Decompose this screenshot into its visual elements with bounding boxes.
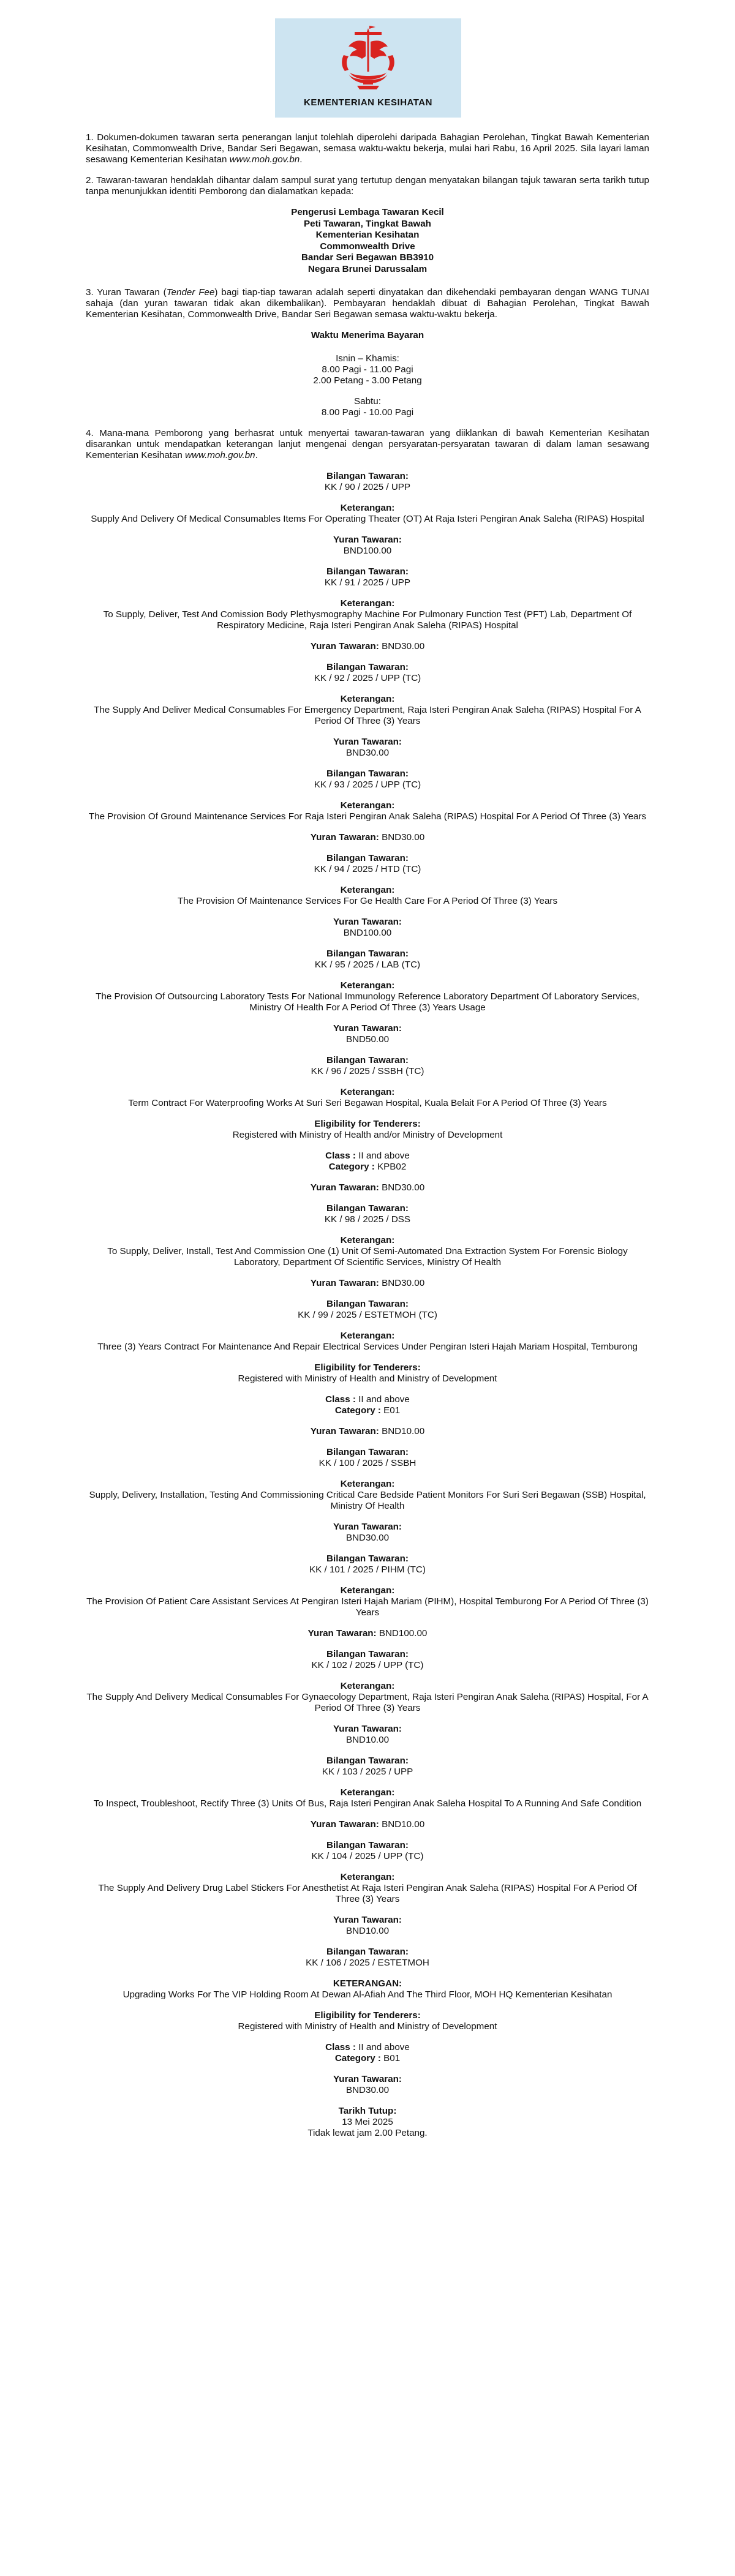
tender-description-block — [86, 1331, 649, 1353]
tender-eligibility-label: Eligibility for Tenderers: — [314, 1362, 421, 1373]
tender-number-label: Bilangan Tawaran: — [326, 1553, 409, 1564]
tender-item — [86, 1299, 649, 1437]
intro-paragraph-3: 3. Yuran Tawaran (Tender Fee) bagi tiap-tiap tawaran adalah seperti dinyatakan dan dikehendaki pembayaran dengan WANG TUNAI sahaja (dan yuran tawaran tidak akan dikembalikan). Pembayaran hendaklah dibuat di Bahagian Perolehan, Tingkat Bawah Kementerian Kesihatan, Commonwealth Drive, Bandar Seri Begawan semasa waktu-waktu bekerja. — [86, 287, 649, 320]
tender-number-block — [86, 1203, 649, 1225]
tender-fee-label: Yuran Tawaran: — [333, 1522, 402, 1532]
tender-number: KK / 99 / 2025 / ESTETMOH (TC) — [298, 1310, 437, 1320]
tender-description-label: Keterangan: — [340, 1331, 395, 1341]
tender-number: KK / 96 / 2025 / SSBH (TC) — [311, 1066, 424, 1076]
tender-description-label: Keterangan: — [340, 1087, 395, 1097]
tender-number-label: Bilangan Tawaran: — [326, 1947, 409, 1957]
tender-number: KK / 103 / 2025 / UPP — [322, 1767, 413, 1777]
tender-class: Class : II and above — [325, 1394, 410, 1405]
tender-description-block — [86, 694, 649, 727]
brunei-crest-icon — [330, 21, 406, 97]
tender-description-label: Keterangan: — [340, 1872, 395, 1882]
tender-description: Supply, Delivery, Installation, Testing And Commissioning Critical Care Bedside Patient Monitors For Suri Seri Begawan (SSB) Hospital, Ministry Of Health — [89, 1490, 646, 1511]
logo-text: KEMENTERIAN KESIHATAN — [304, 97, 432, 108]
tender-number-label: Bilangan Tawaran: — [326, 1055, 409, 1065]
tender-class-block — [86, 1151, 649, 1173]
intro-paragraph-1: 1. Dokumen-dokumen tawaran serta penerangan lanjut tolehlah diperolehi daripada Bahagian Perolehan, Tingkat Bawah Kementerian Kesihatan, Commonwealth Drive, Bandar Seri Begawan, semasa waktu-waktu bekerja, mulai hari Rabu, 16 April 2025. Sila layari laman sesawang Kementerian Kesihatan www.moh.gov.bn. — [86, 132, 649, 165]
tender-class-block — [86, 2042, 649, 2064]
saturday-hours: Sabtu: 8.00 Pagi - 10.00 Pagi — [321, 396, 414, 418]
tender-description-block — [86, 1978, 649, 2000]
tender-number-label: Bilangan Tawaran: — [326, 662, 409, 672]
tender-fee-label: Yuran Tawaran: — [333, 1724, 402, 1734]
tender-description-block — [86, 1787, 649, 1809]
tender-number-block — [86, 768, 649, 790]
tender-number: KK / 98 / 2025 / DSS — [324, 1214, 411, 1225]
tender-description: To Supply, Deliver, Test And Comission Body Plethysmography Machine For Pulmonary Function Test (PFT) Lab, Department Of Respiratory Medicine, Raja Isteri Pengiran Anak Saleha (RIPAS) Hospital — [103, 609, 632, 631]
tender-class: Class : II and above — [325, 1151, 410, 1161]
tender-description-label: KETERANGAN: — [333, 1978, 402, 1989]
tender-description: The Supply And Delivery Medical Consumables For Gynaecology Department, Raja Isteri Pengiran Anak Saleha (RIPAS) Hospital, For A Period Of Three (3) Years — [86, 1692, 649, 1713]
tender-fee: Yuran Tawaran: BND30.00 — [310, 832, 425, 843]
tender-number-label: Bilangan Tawaran: — [326, 1756, 409, 1766]
tender-number: KK / 106 / 2025 / ESTETMOH — [306, 1958, 429, 1968]
tender-number-label: Bilangan Tawaran: — [326, 471, 409, 481]
tender-fee-label: Yuran Tawaran: — [333, 737, 402, 747]
tender-item — [86, 1649, 649, 1746]
tender-eligibility-label: Eligibility for Tenderers: — [314, 2010, 421, 2021]
tender-description-label: Keterangan: — [340, 1235, 395, 1245]
tender-number-label: Bilangan Tawaran: — [326, 1447, 409, 1457]
tender-item — [86, 1447, 649, 1544]
tender-number: KK / 94 / 2025 / HTD (TC) — [314, 864, 421, 874]
tender-fee-block — [86, 832, 649, 843]
tender-description-label: Keterangan: — [340, 503, 395, 513]
tender-description-block — [86, 1235, 649, 1268]
tender-eligibility-block — [86, 2010, 649, 2032]
tender-fee: BND30.00 — [345, 2085, 390, 2095]
tender-fee-block — [86, 1023, 649, 1045]
tender-description-label: Keterangan: — [340, 1681, 395, 1691]
tender-description: The Provision Of Ground Maintenance Services For Raja Isteri Pengiran Anak Saleha (RIPAS) Hospital For A Period Of Three (3) Years — [88, 811, 647, 822]
tender-description: To Inspect, Troubleshoot, Rectify Three (3) Units Of Bus, Raja Isteri Pengiran Anak Saleha Hospital To A Running And Safe Condition — [93, 1798, 642, 1809]
tender-description: The Supply And Deliver Medical Consumables For Emergency Department, Raja Isteri Pengiran Anak Saleha (RIPAS) Hospital For A Period Of Three (3) Years — [94, 705, 641, 726]
tender-class: Class : II and above — [325, 2042, 410, 2052]
tender-number-block — [86, 1447, 649, 1469]
tender-fee: Yuran Tawaran: BND10.00 — [310, 1819, 425, 1830]
tender-number-block — [86, 948, 649, 971]
address-line: Kementerian Kesihatan — [315, 230, 420, 240]
intro-paragraph-2: 2. Tawaran-tawaran hendaklah dihantar dalam sampul surat yang tertutup dengan menyatakan bilangan tajuk tawaran serta tarikh tutup tanpa menunjukkan identiti Pemborong dan dialamatkan kepada: — [86, 175, 649, 197]
tender-description-label: Keterangan: — [340, 694, 395, 704]
tender-number-block — [86, 1553, 649, 1575]
tender-fee-block — [86, 1522, 649, 1544]
tender-description-label: Keterangan: — [340, 598, 395, 609]
tender-fee: Yuran Tawaran: BND100.00 — [307, 1628, 428, 1639]
tender-description-label: Keterangan: — [340, 1787, 395, 1798]
tender-number: KK / 90 / 2025 / UPP — [324, 482, 411, 492]
tender-description-label: Keterangan: — [340, 1585, 395, 1596]
tender-description-label: Keterangan: — [340, 980, 395, 991]
tender-eligibility-label: Eligibility for Tenderers: — [314, 1119, 421, 1129]
tender-item — [86, 768, 649, 843]
tender-fee: Yuran Tawaran: BND30.00 — [310, 1278, 425, 1288]
tender-item — [86, 662, 649, 759]
tender-number-block — [86, 662, 649, 684]
tender-fee-block — [86, 641, 649, 652]
tender-description-block — [86, 1585, 649, 1618]
tender-item — [86, 1840, 649, 1937]
tender-description: The Provision Of Patient Care Assistant Services At Pengiran Isteri Hajah Mariam (PIHM), Hospital Temburong For A Period Of Three (3) Years — [86, 1596, 649, 1618]
tender-description: Supply And Delivery Of Medical Consumables Items For Operating Theater (OT) At Raja Isteri Pengiran Anak Saleha (RIPAS) Hospital — [91, 514, 644, 524]
tender-number: KK / 102 / 2025 / UPP (TC) — [311, 1660, 424, 1670]
tender-description-label: Keterangan: — [340, 885, 395, 895]
tender-description: The Provision Of Maintenance Services For Ge Health Care For A Period Of Three (3) Years — [177, 896, 558, 906]
tender-fee-block — [86, 535, 649, 557]
tender-number: KK / 93 / 2025 / UPP (TC) — [314, 779, 421, 790]
tender-fee-block — [86, 1182, 649, 1193]
tender-description-block — [86, 800, 649, 822]
tender-number-block — [86, 1299, 649, 1321]
tender-item — [86, 1553, 649, 1639]
tender-number-block — [86, 471, 649, 493]
tender-fee-block — [86, 1628, 649, 1639]
tender-address — [86, 207, 649, 275]
tender-description-label: Keterangan: — [340, 1479, 395, 1489]
tender-number-label: Bilangan Tawaran: — [326, 1203, 409, 1214]
tender-description-block — [86, 1479, 649, 1512]
tender-description-block — [86, 980, 649, 1013]
tender-description-block — [86, 1872, 649, 1905]
tender-fee-label: Yuran Tawaran: — [333, 1023, 402, 1034]
tender-item — [86, 853, 649, 939]
moh-website-link[interactable]: www.moh.gov.bn — [185, 450, 255, 460]
tender-fee-block — [86, 1278, 649, 1289]
tender-number: KK / 92 / 2025 / UPP (TC) — [314, 673, 421, 683]
intro-paragraph-4: 4. Mana-mana Pemborong yang berhasrat untuk menyertai tawaran-tawaran yang diiklankan di bawah Kementerian Kesihatan disarankan untuk mendapatkan keterangan lanjut mengenai dengan persyaratan-persyaratan tawaran di dalam laman sesawang Kementerian Kesihatan www.moh.gov.bn. — [86, 428, 649, 460]
tender-class-block — [86, 1394, 649, 1416]
tender-description-label: Keterangan: — [340, 800, 395, 811]
tender-number-block — [86, 1947, 649, 1969]
tender-fee-label: Yuran Tawaran: — [333, 535, 402, 545]
tender-category: Category : KPB02 — [328, 1162, 407, 1172]
notice-body — [86, 132, 649, 2149]
tender-number-label: Bilangan Tawaran: — [326, 853, 409, 863]
tender-fee-label: Yuran Tawaran: — [333, 917, 402, 927]
tender-fee: Yuran Tawaran: BND30.00 — [310, 1182, 425, 1193]
tender-fee: BND100.00 — [343, 928, 392, 938]
tender-fee-block — [86, 737, 649, 759]
tender-number-block — [86, 1055, 649, 1077]
tender-number-block — [86, 1840, 649, 1862]
ministry-logo — [275, 18, 461, 118]
tender-number-label: Bilangan Tawaran: — [326, 566, 409, 577]
address-line: Bandar Seri Begawan BB3910 — [301, 252, 434, 263]
moh-website-link[interactable]: www.moh.gov.bn — [229, 154, 300, 165]
tender-fee: BND50.00 — [345, 1034, 390, 1045]
tender-description: Upgrading Works For The VIP Holding Room At Dewan Al-Afiah And The Third Floor, MOH HQ Kementerian Kesihatan — [123, 1989, 612, 2000]
tender-number-label: Bilangan Tawaran: — [326, 948, 409, 959]
tender-number-label: Bilangan Tawaran: — [326, 1299, 409, 1309]
tender-number-block — [86, 566, 649, 588]
tender-item — [86, 1756, 649, 1830]
tender-description: Three (3) Years Contract For Maintenance And Repair Electrical Services Under Pengiran Isteri Hajah Mariam Hospital, Temburong — [97, 1342, 638, 1352]
weekday-hours: Isnin – Khamis: 8.00 Pagi - 11.00 Pagi 2.00 Petang - 3.00 Petang — [313, 353, 422, 386]
tender-category: Category : E01 — [334, 1405, 401, 1416]
address-line: Peti Tawaran, Tingkat Bawah — [304, 218, 431, 229]
tender-description: To Supply, Deliver, Install, Test And Commission One (1) Unit Of Semi-Automated Dna Extraction System For Forensic Biology Laboratory, Department Of Scientific Services, Ministry Of Health — [107, 1246, 628, 1267]
tender-number-label: Bilangan Tawaran: — [326, 1840, 409, 1850]
tender-item — [86, 1203, 649, 1289]
tender-number-block — [86, 853, 649, 875]
tender-fee: Yuran Tawaran: BND30.00 — [310, 641, 425, 652]
tender-number-label: Bilangan Tawaran: — [326, 768, 409, 779]
tender-number: KK / 101 / 2025 / PIHM (TC) — [309, 1564, 426, 1575]
tender-fee: BND100.00 — [343, 546, 392, 556]
tender-fee-block — [86, 2074, 649, 2096]
tender-number-block — [86, 1649, 649, 1671]
tender-list — [86, 471, 649, 2096]
tender-fee: BND30.00 — [345, 748, 390, 758]
payment-hours-title: Waktu Menerima Bayaran — [311, 330, 424, 340]
tender-description-block — [86, 1087, 649, 1109]
tender-description-block — [86, 1681, 649, 1714]
tender-number: KK / 91 / 2025 / UPP — [324, 577, 411, 588]
tender-item — [86, 1055, 649, 1193]
tender-description-block — [86, 885, 649, 907]
tender-fee-block — [86, 1915, 649, 1937]
tender-eligibility: Registered with Ministry of Health and Ministry of Development — [238, 2021, 497, 2032]
tender-fee: BND10.00 — [345, 1735, 390, 1745]
tender-description-block — [86, 598, 649, 631]
tender-fee-block — [86, 1724, 649, 1746]
address-line: Pengerusi Lembaga Tawaran Kecil — [291, 207, 444, 217]
tender-item — [86, 566, 649, 652]
tender-number-block — [86, 1756, 649, 1778]
tender-number: KK / 100 / 2025 / SSBH — [318, 1458, 417, 1468]
tender-description: The Supply And Delivery Drug Label Stickers For Anesthetist At Raja Isteri Pengiran Anak Saleha (RIPAS) Hospital For A Period Of Three (3) Years — [98, 1883, 637, 1904]
tender-item — [86, 948, 649, 1045]
tender-number: KK / 95 / 2025 / LAB (TC) — [314, 959, 421, 970]
tender-item — [86, 471, 649, 557]
tender-category: Category : B01 — [334, 2053, 401, 2063]
tender-fee: BND10.00 — [345, 1926, 390, 1936]
tender-description-block — [86, 503, 649, 525]
address-line: Commonwealth Drive — [320, 241, 415, 252]
tender-number-label: Bilangan Tawaran: — [326, 1649, 409, 1659]
tender-eligibility: Registered with Ministry of Health and Ministry of Development — [238, 1373, 497, 1384]
address-line: Negara Brunei Darussalam — [307, 263, 428, 274]
tender-description: Term Contract For Waterproofing Works At Suri Seri Begawan Hospital, Kuala Belait For A Period Of Three (3) Years — [128, 1098, 607, 1108]
tender-eligibility-block — [86, 1362, 649, 1384]
tender-description: The Provision Of Outsourcing Laboratory Tests For National Immunology Reference Laboratory Department Of Laboratory Services, Ministry Of Health For A Period Of Three (3) Years Usage — [96, 991, 639, 1013]
tender-eligibility: Registered with Ministry of Health and/or Ministry of Development — [232, 1130, 503, 1140]
tender-item — [86, 1947, 649, 2096]
tender-number: KK / 104 / 2025 / UPP (TC) — [311, 1851, 424, 1861]
tender-eligibility-block — [86, 1119, 649, 1141]
tender-fee-block — [86, 917, 649, 939]
closing-date: Tarikh Tutup: 13 Mei 2025 Tidak lewat jam 2.00 Petang. — [307, 2106, 428, 2138]
tender-fee-block — [86, 1426, 649, 1437]
tender-fee-label: Yuran Tawaran: — [333, 2074, 402, 2084]
tender-fee: BND30.00 — [345, 1533, 390, 1543]
tender-fee-block — [86, 1819, 649, 1830]
tender-fee-label: Yuran Tawaran: — [333, 1915, 402, 1925]
tender-fee: Yuran Tawaran: BND10.00 — [310, 1426, 425, 1436]
